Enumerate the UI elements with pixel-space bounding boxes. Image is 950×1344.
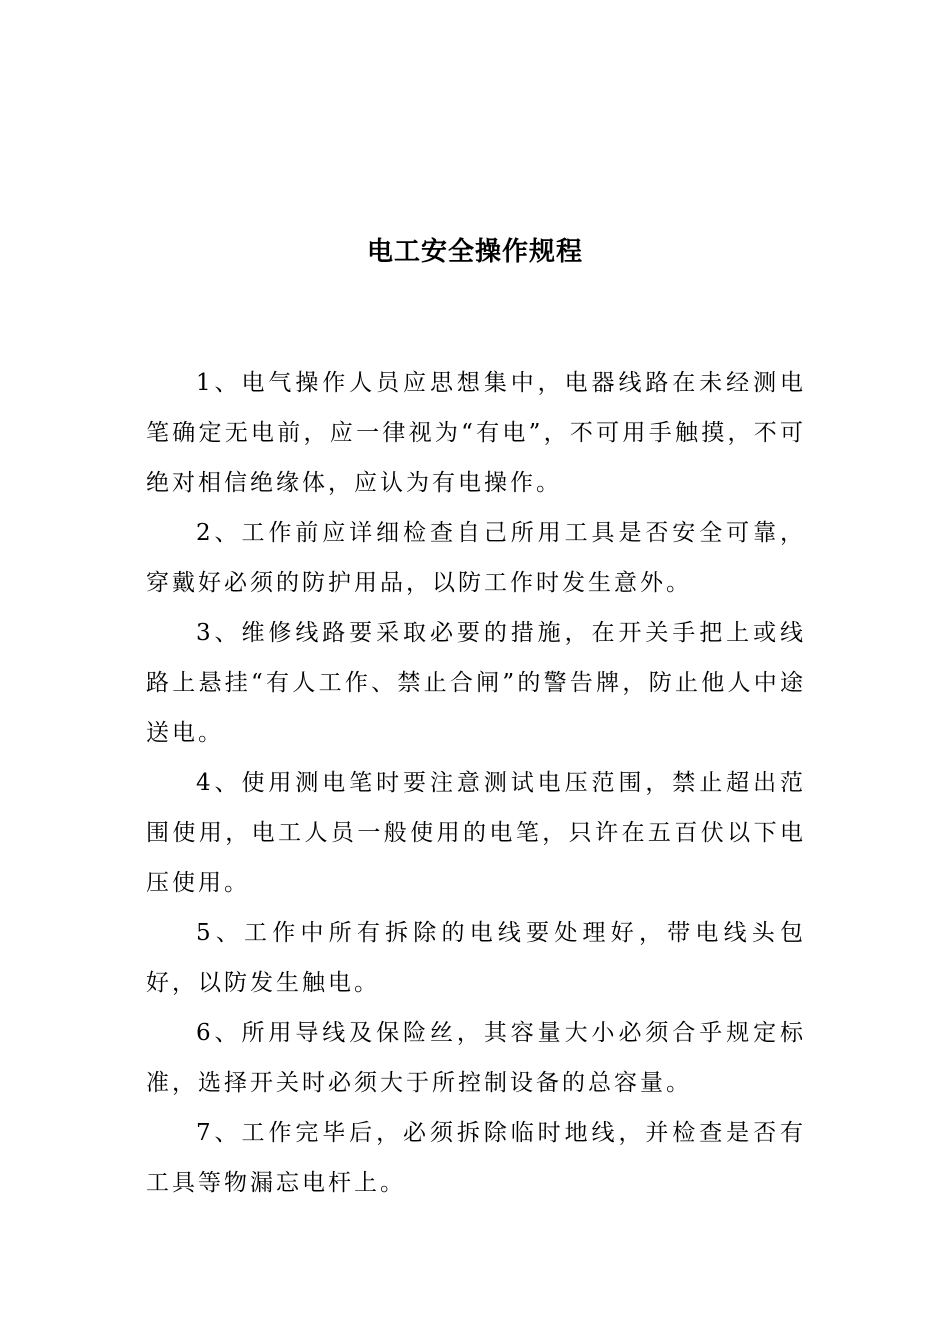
rule-1: 1、电气操作人员应思想集中，电器线路在未经测电笔确定无电前，应一律视为“有电”，不可用手触摸，不可绝对相信绝缘体，应认为有电操作。 — [146, 370, 806, 496]
document-body — [146, 358, 806, 1208]
rule-3: 3、维修线路要采取必要的措施，在开关手把上或线路上悬挂“有人工作、禁止合闸”的警告牌，防止他人中途送电。 — [146, 620, 806, 746]
rule-5: 5、工作中所有拆除的电线要处理好，带电线头包好，以防发生触电。 — [146, 920, 806, 996]
rule-4: 4、使用测电笔时要注意测试电压范围，禁止超出范围使用，电工人员一般使用的电笔，只许在五百伏以下电压使用。 — [146, 770, 806, 896]
rule-2: 2、工作前应详细检查自己所用工具是否安全可靠，穿戴好必须的防护用品，以防工作时发生意外。 — [146, 520, 806, 596]
rule-7: 7、工作完毕后，必须拆除临时地线，并检查是否有工具等物漏忘电杆上。 — [146, 1120, 806, 1196]
rule-6: 6、所用导线及保险丝，其容量大小必须合乎规定标准，选择开关时必须大于所控制设备的总容量。 — [146, 1020, 806, 1096]
document-title: 电工安全操作规程 — [366, 237, 583, 267]
